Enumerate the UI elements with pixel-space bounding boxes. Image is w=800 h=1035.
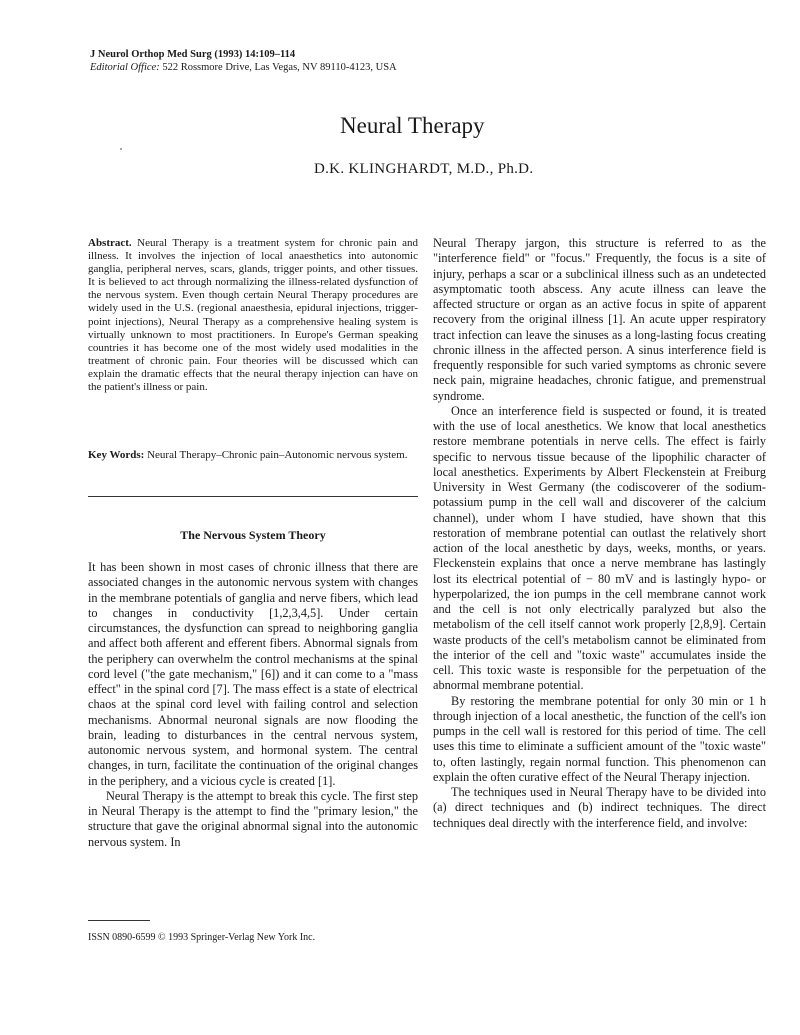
scan-speck: [120, 148, 122, 150]
editorial-office-line: [90, 62, 397, 74]
article-title: Neural Therapy: [340, 113, 485, 138]
issn-footer: ISSN 0890-6599 © 1993 Springer-Verlag New York Inc.: [88, 932, 316, 943]
body-paragraph: It has been shown in most cases of chronic illness that there are associated changes in the autonomic nervous system with changes in the membrane potentials of ganglia and nerve fibers, which lead to changes in conductivity [1,2,3,4,5]. Under certain circumstances, the dysfunction can spread to neighboring ganglia and affect both afferent and efferent fibers. Abnormal signals from the periphery can overwhelm the control mechanisms at the spinal cord level ("the gate mechanism," [6]) and it can come to a "mass effect" in the spinal cord [7]. The mass effect is a state of electrical chaos at the spinal cord level with failing control and selection mechanisms. Abnormal neuronal signals are now flooding the brain, leading to disturbances in the central nervous system, autonomic nervous system, and hormonal system. The central changes, in turn, facilitate the continuation of the original changes in the periphery, and a vicious cycle is created [1].: [88, 560, 418, 788]
body-paragraph: The techniques used in Neural Therapy have to be divided into (a) direct techniques and (b) indirect techniques. The direct techniques deal directly with the interference field, and involve:: [433, 785, 766, 830]
abstract-block: [88, 237, 418, 394]
body-paragraph: Neural Therapy is the attempt to break this cycle. The first step in Neural Therapy is the attempt to find the "primary lesion," the structure that gave the original abnormal signal into the autonomic nervous system. In: [88, 788, 418, 849]
journal-citation: J Neurol Orthop Med Surg (1993) 14:109–114: [90, 49, 296, 60]
editorial-office-address: 522 Rossmore Drive, Las Vegas, NV 89110-4123, USA: [159, 62, 397, 73]
abstract-label: Abstract.: [88, 237, 132, 249]
editorial-office-label: Editorial Office:: [90, 62, 160, 73]
keywords-text: Neural Therapy–Chronic pain–Autonomic nervous system.: [144, 449, 408, 461]
footnote-divider: [88, 920, 150, 921]
keywords-block: [88, 449, 418, 462]
abstract-divider: [88, 496, 418, 497]
abstract-text: Neural Therapy is a treatment system for chronic pain and illness. It involves the injection of local anaesthetics into autonomic ganglia, peripheral nerves, scars, glands, trigger points, and other tissues. It is believed to act through normalizing the illness-related dysfunction of the nervous system. Even though certain Neural Therapy procedures are widely used in the U.S. (regional anaesthesia, epidural injections, trigger-point injections), Neural Therapy as a comprehensive healing system is virtually unknown to most practitioners. In Europe's German speaking countries it has become one of the most widely used modalities in the treatment of chronic pain. Four theories will be discussed which can explain the dramatic effects that the neural therapy injection can have on the patient's illness or pain.: [88, 237, 418, 394]
body-paragraph: Once an interference field is suspected or found, it is treated with the use of local anesthetics. We know that local anesthetics restore membrane potentials in nerve cells. The effect is fairly specific to nervous tissue because of the lipophilic character of local anesthetics. Experiments by Albert Fleckenstein at Freiburg University in West Germany (the codiscoverer of the sodium-potassium pump in the cell wall and discoverer of the calcium channel), under whom I have studied, have shown that this restoration of membrane potential can outlast the relatively short action of the local anesthetic by days, weeks, months, or years. Fleckenstein explains that once a nerve membrane has lastingly lost its electrical potential of − 80 mV and is lastingly hypo- or hyperpolarized, the ion pumps in the cell membrane cannot work and the cell is not only electrically paralyzed but also the metabolism of the cell itself cannot work properly [2,8,9]. Certain waste products of the cell's metabolism cannot be eliminated from the interior of the cell and "toxic waste" accumulates inside the cell. This toxic waste is responsible for the perpetuation of the abnormal membrane potential.: [433, 403, 766, 693]
left-column-body: [88, 560, 418, 850]
body-paragraph: By restoring the membrane potential for only 30 min or 1 h through injection of a local anesthetic, the function of the cell's ion pumps in the cell wall is restored for this period of time. The cell uses this time to eliminate a sufficient amount of the "toxic waste" to, often lastingly, regain normal function. This phenomenon can explain the often curative effect of the Neural Therapy injection.: [433, 693, 766, 784]
body-paragraph: Neural Therapy jargon, this structure is referred to as the "interference field" or "focus." Frequently, the focus is a site of injury, perhaps a scar or a subclinical illness such as an undetected asymptomatic tooth abscess. Any acute illness can leave the affected structure or organ as an active focus in spite of apparent recovery from the original illness [1]. An acute upper respiratory tract infection can leave the sinuses as a long-lasting focus creating chronic illness in the affected person. A sinus interference field is frequently responsible for such varied symptoms as chronic severe neck pain, migraine headaches, chronic fatigue, and premenstrual syndrome.: [433, 236, 766, 403]
right-column-body: [433, 236, 766, 831]
section-heading: The Nervous System Theory: [180, 528, 326, 542]
keywords-label: Key Words:: [88, 449, 145, 461]
article-author: D.K. KLINGHARDT, M.D., Ph.D.: [314, 161, 534, 177]
